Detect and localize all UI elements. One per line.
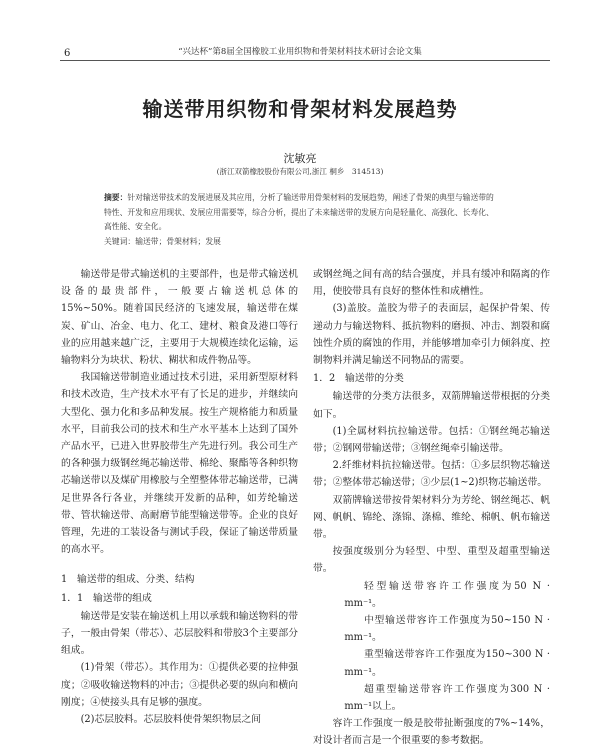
paragraph: 超重型输送带容许工作强度为300 N · mm⁻¹以上。 (344, 683, 550, 713)
paragraph: 按强度级别分为轻型、中型、重型及超重型输送带。 (313, 546, 550, 575)
page-number: 6 (64, 48, 71, 59)
paragraph: 双箭牌输送带按骨架材料分为芳纶、钢丝绳芯、帆网、帆帆、锦纶、涤锦、涤棉、维纶、棉帆、帆布输送带。 (313, 494, 550, 541)
paragraph: (1)全属材料抗拉输送带。包括：①钢丝绳芯输送带；②钢网带输送带；③钢丝绳牵引输送带。 (313, 425, 550, 455)
paragraph: (3)盖胶。盖胶为带子的表面层，起保护骨架、传递动力与输送物料、抵抗物料的磨损、冲击、割裂和腐蚀性介质的腐蚀的作用，并能够增加牵引力倾斜度、控制物料并满足输送不同物品的需要。 (313, 303, 550, 367)
right-column (313, 266, 550, 750)
paragraph: 输送带是安装在输送机上用以承载和输送物料的带子，一般由骨架（带芯）、芯层胶料和带胶3个主要部分组成。 (61, 610, 298, 657)
affiliation: (浙江双箭橡胶股份有限公司,浙江 桐乡 314513) (216, 167, 384, 176)
paragraph: 2.纤维材料抗拉输送带。包括：①多层织物芯输送带；②整体带芯输送带；③少层(1~2)织物芯输送带。 (313, 460, 550, 489)
abstract-label: 摘要： (104, 193, 128, 202)
section-heading: 1．1 输送带的组成 (61, 592, 152, 604)
keywords-text: 输送带；骨架材料；发展 (135, 237, 221, 246)
paragraph: 中型输送带容许工作强度为50~150 N · mm⁻¹。 (344, 615, 550, 644)
paragraph: 或钢丝绳之间有高的结合强度，并具有缓冲和隔离的作用，使胶带具有良好的整体性和成槽性。 (313, 269, 550, 298)
section-heading: 1 输送带的组成、分类、结构 (61, 574, 195, 586)
paragraph: (1)骨架（带芯）。其作用为：①提供必要的拉伸强度；②吸收输送物料的冲击；③提供必要的纵向和横向刚度；④使接头具有足够的强度。 (61, 662, 298, 708)
author: 沈敏亮 (283, 152, 317, 165)
abstract-text: 针对输送带技术的发展进展及其应用，分析了输送带用骨架材料的发展趋势，阐述了骨架的典型与输送带的特性、开发和应用现状、发展应用需要等，综合分析，提出了未来输送带的发展方向是轻量化、高强化、长寿化、高性能、安全化。 (104, 193, 494, 232)
running-header: “兴达杯”第8届全国橡胶工业用织物和骨架材料技术研讨会论文集 (178, 47, 422, 57)
paper-title: 输送带用织物和骨架材料发展趋势 (142, 97, 458, 121)
paragraph: 输送带的分类方法很多，双箭牌输送带根据的分类如下。 (313, 391, 550, 420)
paragraph: 容许工作强度一般是胶带扯断强度的7%~14%，对设计者而言是一个很重要的参考数据。 (313, 718, 550, 747)
paragraph: 轻型输送带容许工作强度为50 N · mm⁻¹。 (344, 580, 550, 609)
keywords-label: 关键词： (104, 237, 136, 246)
left-column (61, 266, 298, 728)
section-gap (61, 558, 298, 570)
paragraph: 输送带是带式输送机的主要部件，也是带式输送机设备的最贵部件，一般要占输送机总体的15%~50%。随着国民经济的飞速发展，输送带在煤炭、矿山、冶金、电力、化工、建材、粮食及港口等行业的应用越来越广泛，主要用于大规模连续化运输，运输物料分为块状、粉状、糊状和成件物品等。 (61, 269, 298, 367)
header-rule (60, 60, 550, 61)
paragraph: 重型输送带容许工作强度为150~300 N · mm⁻¹。 (344, 649, 550, 678)
keywords (104, 236, 496, 247)
paragraph: (2)芯层胶料。芯层胶料使骨架织物层之间 (80, 714, 262, 726)
paragraph: 我国输送带制造业通过技术引进，采用新型原材料和技术改造，生产技术水平有了长足的进步，并继续向大型化、强力化和多品种发展。按生产规格能力和质量水平，目前我公司的技术和生产水平基本上达到了国外产品水平，已进入世界胶带生产先进行列。我公司生产的各种强力级钢丝绳芯输送带、棉纶、聚酯等各种织物芯输送带以及煤矿用橡胶与全塑整体带芯输送带，已满足世界各行各业，并继续开发新的品种，如芳纶输送带、管状输送带、高耐磨节能型输送带等。企业的良好管理，先进的工装设备与测试手段，保证了输送带质量的高水平。 (61, 372, 298, 556)
abstract (104, 191, 496, 235)
section-heading: 1．2 输送带的分类 (313, 373, 404, 385)
